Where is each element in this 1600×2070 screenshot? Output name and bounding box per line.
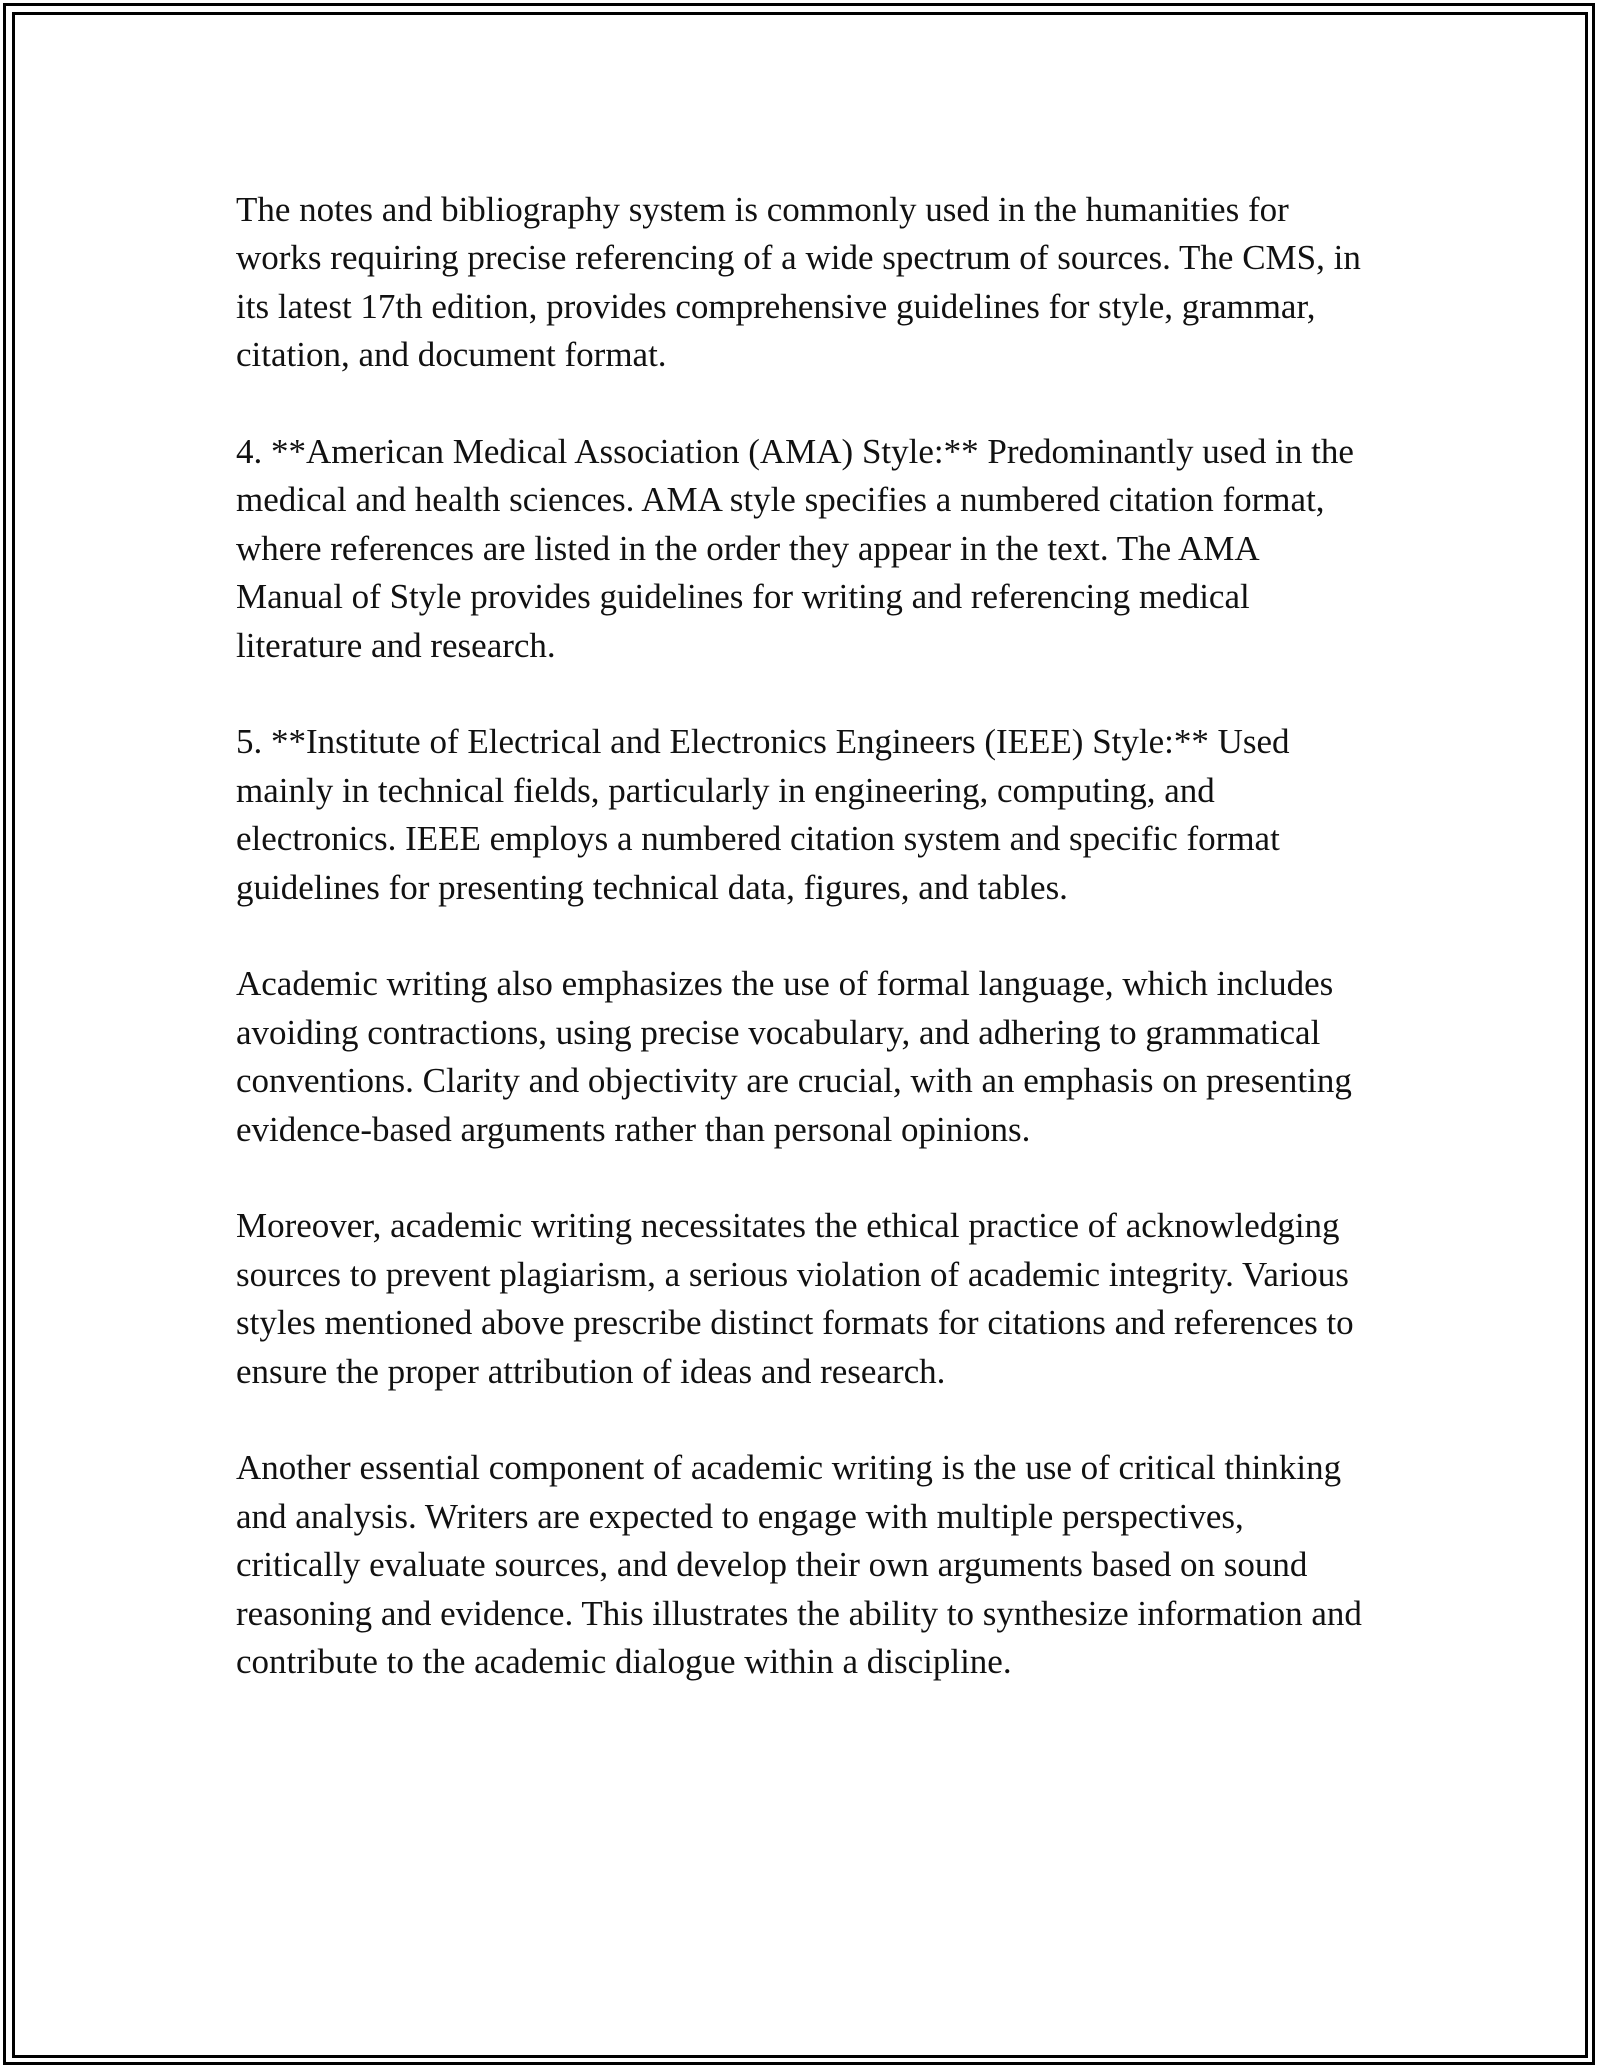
paragraph-ama-style: 4. **American Medical Association (AMA) Style:** Predominantly used in the medical and health sciences. AMA style specifies a numbered citation format, where references are listed in the order they appear in the text. The AMA Manual of Style provides guidelines for writing and referencing medical literature and research. <box>236 432 1354 665</box>
paragraph-critical-thinking: Another essential component of academic writing is the use of critical thinking and analysis. Writers are expected to engage with multiple perspectives, critically evaluate sources, and develop their own arguments based on sound reasoning and evidence. This illustrates the ability to synthesize information and contribute to the academic dialogue within a discipline. <box>236 1448 1362 1682</box>
paragraph-formal-language: Academic writing also emphasizes the use of formal language, which includes avoiding contractions, using precise vocabulary, and adhering to grammatical conventions. Clarity and objectivity are crucial, with an emphasis on presenting evidence-based arguments rather than personal opinions. <box>236 964 1352 1149</box>
paragraph-ieee-style: 5. **Institute of Electrical and Electronics Engineers (IEEE) Style:** Used mainly in technical fields, particularly in engineering, computing, and electronics. IEEE employs a numbered citation system and specific format guidelines for presenting technical data, figures, and tables. <box>236 722 1290 907</box>
paragraph-cms-notes: The notes and bibliography system is commonly used in the humanities for works requiring precise referencing of a wide spectrum of sources. The CMS, in its latest 17th edition, provides comprehensive guidelines for style, grammar, citation, and document format. <box>236 190 1361 375</box>
document-body <box>236 186 1366 1735</box>
paragraph-plagiarism: Moreover, academic writing necessitates the ethical practice of acknowledging sources to prevent plagiarism, a serious violation of academic integrity. Various styles mentioned above prescribe distinct formats for citations and references to ensure the proper attribution of ideas and research. <box>236 1206 1354 1391</box>
